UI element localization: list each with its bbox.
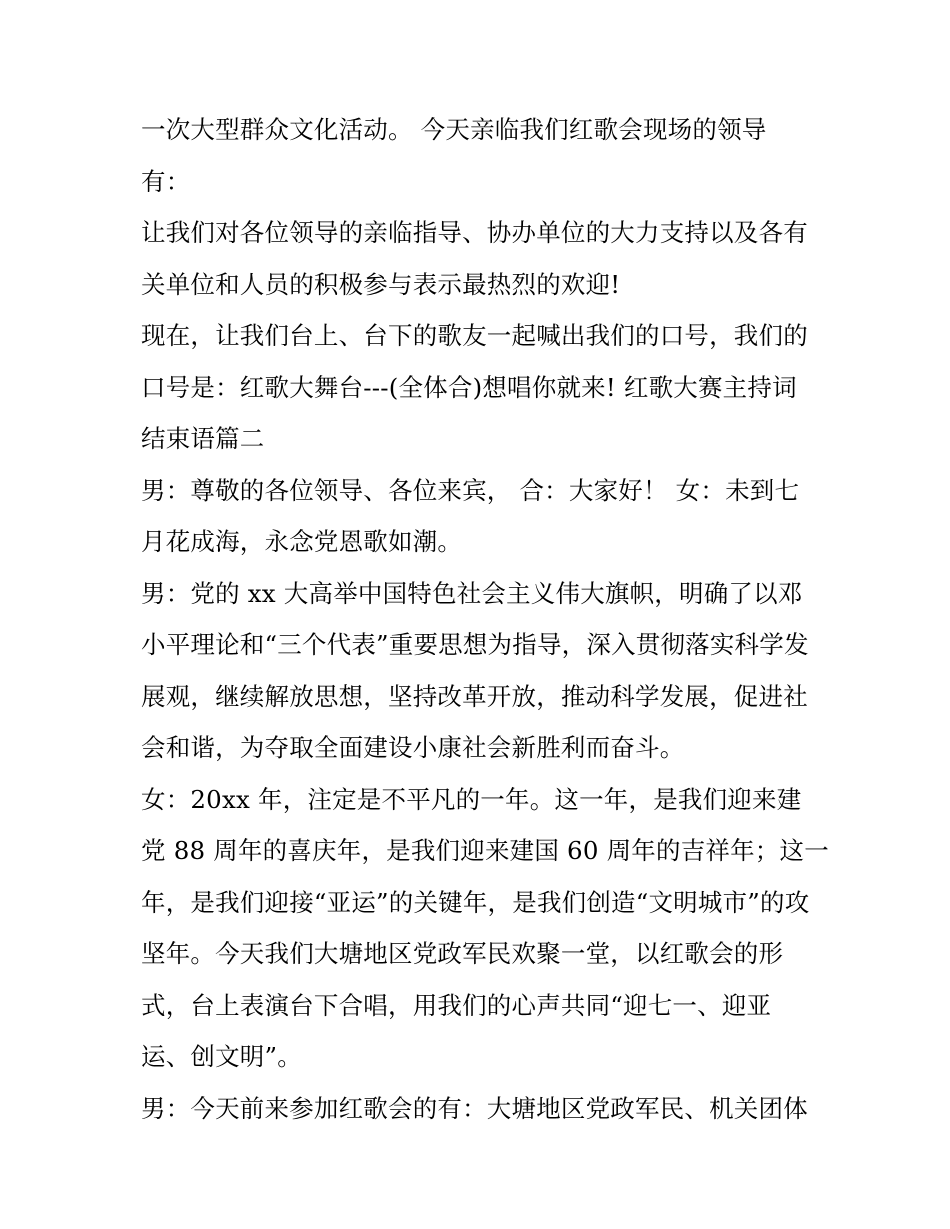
text-line: 口号是：红歌大舞台---(全体合)想唱你就来! 红歌大赛主持词 — [141, 372, 797, 402]
text-line: 男：今天前来参加红歌会的有：大塘地区党政军民、机关团体 — [141, 1093, 808, 1123]
text-line: 关单位和人员的积极参与表示最热烈的欢迎! — [141, 269, 621, 299]
text-line: 有： — [141, 166, 191, 196]
text-line: 运、创文明”。 — [141, 1042, 302, 1071]
text-line: 男：尊敬的各位领导、各位来宾， 合：大家好！ 女：未到七 — [141, 475, 800, 505]
text-line: 年，是我们迎接“亚运”的关键年，是我们创造“文明城市”的攻 — [141, 887, 810, 917]
text-line: 一次大型群众文化活动。 今天亲临我们红歌会现场的领导 — [141, 115, 767, 144]
text-line: 展观，继续解放思想，坚持改革开放，推动科学发展，促进社 — [141, 681, 808, 711]
text-line: 小平理论和“三个代表”重要思想为指导，深入贯彻落实科学发 — [141, 630, 809, 659]
text-line: 会和谐，为夺取全面建设小康社会新胜利而奋斗。 — [141, 733, 685, 762]
text-line: 党 88 周年的喜庆年，是我们迎来建国 60 周年的吉祥年；这一 — [141, 836, 829, 865]
section-heading: 结束语篇二 — [141, 424, 265, 453]
text-line: 让我们对各位领导的亲临指导、协办单位的大力支持以及各有 — [141, 218, 808, 247]
text-line: 月花成海，永念党恩歌如潮。 — [141, 527, 463, 556]
text-line: 坚年。今天我们大塘地区党政军民欢聚一堂，以红歌会的形 — [141, 939, 784, 968]
text-line: 现在，让我们台上、台下的歌友一起喊出我们的口号，我们的 — [141, 321, 808, 350]
text-line: 式，台上表演台下合唱，用我们的心声共同“迎七一、迎亚 — [141, 990, 772, 1020]
document-body — [141, 104, 829, 1134]
text-line: 男：党的 xx 大高举中国特色社会主义伟大旗帜，明确了以邓 — [141, 578, 803, 608]
text-line: 女：20xx 年，注定是不平凡的一年。这一年，是我们迎来建 — [141, 784, 802, 814]
